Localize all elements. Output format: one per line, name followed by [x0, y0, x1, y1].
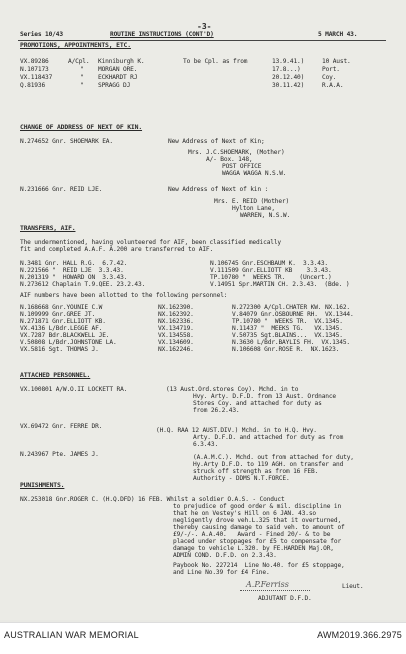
promo-no: VX.118437 [20, 74, 53, 81]
aif-person: N.11437 " MEEKS TG. VX.1345. [232, 325, 343, 332]
promo-rank: A/Cpl. [68, 58, 90, 65]
punishment-line: NX.253018 Gnr.ROGER C. (H.Q.DFD) 16 FEB. Whilst a soldier O.A.S. - Conduct [20, 496, 285, 503]
attached-heading: ATTACHED PERSONNEL. [20, 371, 91, 379]
promo-action: To be Cpl. as from [183, 58, 248, 65]
transfer-row: V.111509 Gnr.ELLIOTT KB 3.3.43. [210, 267, 332, 274]
promo-date: 20.12.40) [272, 74, 305, 81]
series-label: Series 10/43 [20, 31, 63, 38]
nok-line: Hylton Lane, [232, 205, 275, 212]
nok-line: WARREN, N.S.W. [240, 212, 291, 219]
punishments-heading: PUNISHMENTS. [20, 481, 65, 489]
transfer-row: V.14951 Spr.MARTIN CH. 2.3.43. (Bde. ) [210, 281, 350, 288]
promo-note: R.A.A. [322, 82, 344, 89]
signature: A.P.Ferriss [246, 580, 289, 589]
aif-number: NX.162336. [158, 318, 194, 325]
aif-person: V.50735 Sgt.BLAINS... VX.1345. [232, 332, 343, 339]
attached-text: (H.Q. RAA 12 AUST.DIV.) Mchd. in to H.Q. Hvy. [156, 427, 317, 434]
aif-person: N.168668 Gnr.YOUNIE C.W [20, 304, 103, 311]
punishment-line: that he on Vestey's Hill on 6 JAN. 43.so [173, 510, 317, 517]
promo-date: 30.11.42) [272, 82, 305, 89]
aif-numbers-note: AIF numbers have been allotted to the following personnel: [20, 292, 228, 299]
punishment-line: thereby causing damage to said veh. to amount of [173, 524, 345, 531]
transfers-intro: The undermentioned, having volunteered for AIF, been classified medically [20, 239, 281, 246]
promo-name: SPRAGG DJ [98, 82, 131, 89]
promo-rank: " [80, 82, 84, 89]
attached-text: Hy.Arty D.F.D. to 119 AGH. on transfer and [193, 461, 344, 468]
promo-no: VX.89286 [20, 58, 49, 65]
attached-text: from 26.2.43. [193, 407, 240, 414]
transfer-row: N.221566 " REID LJE 3.3.43. [20, 267, 124, 274]
punishment-line: £9/-/-. A.A.40. Award - Fined 20/- & to be [173, 531, 331, 538]
attached-text: Authority - DDMS N.T.FORCE. [193, 475, 290, 482]
aif-number: NX.162246. [158, 346, 194, 353]
transfer-row: TP.10780 " WEEKS TR. (Uncert.) [210, 274, 332, 281]
signature-line [240, 590, 310, 591]
punishment-line: ADMIN COND. D.F.D. on 2.3.43. [173, 552, 277, 559]
change-address-heading: CHANGE OF ADDRESS OF NEXT OF KIN. [20, 123, 143, 131]
aif-number: NX.162390. [158, 304, 194, 311]
aif-person: N.271871 Gnr.ELLIOTT KB. [20, 318, 106, 325]
transfers-intro: fit and completed A.A.F. A.200 are transferred to AIF. [20, 246, 214, 253]
aif-person: V.50808 L/Bdr.JOHNSTONE LA. [20, 339, 117, 346]
aif-number: NX.162392. [158, 311, 194, 318]
aif-number: VX.134558. [158, 332, 194, 339]
attached-text: (13 Aust.Ord.stores Coy). Mchd. in to [166, 386, 299, 393]
aif-number: VX.134719. [158, 325, 194, 332]
transfer-row: N.106745 Gnr.ESCHBAUM K. 3.3.43. [210, 260, 328, 267]
punishment-line: and Line No.39 for £4 Fine. [173, 569, 270, 576]
aif-person: VX.7287 Bdr.BLACKWELL JE. [20, 332, 110, 339]
attached-text: Stores Coy. and attached for duty as [193, 400, 322, 407]
aif-person: N.272300 A/Cpl.CHATER KW. NX.162. [232, 304, 350, 311]
aif-person: V.84079 Gnr.OSBOURNE RH. VX.1344. [232, 311, 354, 318]
transfer-row: N.273612 Chaplain T.9.QEE. 23.2.43. [20, 281, 146, 288]
promo-note: Coy. [322, 74, 337, 81]
promo-date: 17.8...) [272, 66, 301, 73]
promo-rank: " [80, 66, 84, 73]
nok-soldier: N.231666 Gnr. REID LJE. [20, 186, 103, 193]
attached-id: VX.100801 A/W.O.II LOCKETT RA. [20, 386, 128, 393]
attached-text: Arty. D.F.D. and attached for duty as from [193, 434, 344, 441]
aif-person: N.3630 L/Bdr.BAYLIS FH. VX.1345. [232, 339, 350, 346]
punishment-line: placed under stoppages for £5 to compensate for [173, 538, 342, 545]
nok-line: Mrs. J.C.SHOEMARK, (Mother) [188, 149, 285, 156]
punishment-line: to prejudice of good order & mil. discipline in [173, 503, 342, 510]
promotions-heading: PROMOTIONS, APPOINTMENTS, ETC. [20, 41, 131, 49]
nok-label: New Address of Next of kin : [168, 186, 269, 193]
aif-person: N.106608 Gnr.ROSE R. NX.1623. [232, 346, 340, 353]
aif-number: VX.134609. [158, 339, 194, 346]
promo-name: ECKHARDT RJ [98, 74, 138, 81]
aif-person: TP.10780 " WEEKS TR. VX.1345. [232, 318, 343, 325]
archive-footer [0, 622, 406, 654]
aif-person: VX.4136 L/Bdr.LEGGE AF. [20, 325, 103, 332]
promo-rank: " [80, 74, 84, 81]
promo-note: Port. [322, 66, 340, 73]
promo-date: 13.9.41.) [272, 58, 305, 65]
footer-institution: AUSTRALIAN WAR MEMORIAL [4, 630, 139, 640]
page-number: -3- [197, 22, 212, 31]
attached-text: Hvy. Arty. D.F.D. from 13 Aust. Ordnance [193, 393, 337, 400]
nok-line: Mrs. E. REID (Mother) [214, 198, 290, 205]
document-heading: ROUTINE INSTRUCTIONS (CONT'D) [110, 31, 214, 38]
footer-accession-number: AWM2019.366.2975 [317, 630, 402, 640]
nok-line: POST OFFICE [222, 163, 262, 170]
punishment-line: negligently drove veh.L.325 that it overturned, [173, 517, 342, 524]
attached-text: (A.A.M.C.). Mchd. out from attached for duty, [193, 454, 354, 461]
punishment-line: damage to vehicle L.320. by FE.HARDEN Maj.OR, [173, 545, 334, 552]
signature-rank: Lieut. [342, 583, 364, 590]
punishment-line: Paybook No. 227214 Line No.40. for £5 stoppage, [173, 562, 345, 569]
attached-text: struck off strength as from 16 FEB. [193, 468, 319, 475]
signature-title: ADJUTANT D.F.D. [258, 595, 312, 602]
transfer-row: N.201319 " HOWARD ON 3.3.43. [20, 274, 128, 281]
promo-name: Kinniburgh K. [98, 58, 145, 65]
promo-note: 10 Aust. [322, 58, 351, 65]
aif-person: VX.5816 Sgt. THOMAS J. [20, 346, 99, 353]
promo-name: MORGAN ORE. [98, 66, 138, 73]
attached-text: 6.3.43. [193, 441, 219, 448]
aif-person: N.109999 Gnr.GREE JT. [20, 311, 96, 318]
transfers-heading: TRANSFERS, AIF. [20, 224, 76, 232]
nok-label: New Address of Next of Kin; [168, 138, 265, 145]
transfer-row: N.3481 Gnr. HALL R.G. 6.7.42. [20, 260, 128, 267]
nok-line: A/- Box. 148, [206, 156, 253, 163]
document-date: 5 MARCH 43. [318, 31, 358, 38]
promo-no: Q.81936 [20, 82, 46, 89]
nok-line: WAGGA WAGGA N.S.W. [222, 170, 287, 177]
attached-id: VX.69472 Gnr. FERRE DR. [20, 423, 103, 430]
attached-id: N.243967 Pte. JAMES J. [20, 451, 99, 458]
promo-no: N.107173 [20, 66, 49, 73]
nok-soldier: N.274652 Gnr. SHOEMARK EA. [20, 138, 113, 145]
